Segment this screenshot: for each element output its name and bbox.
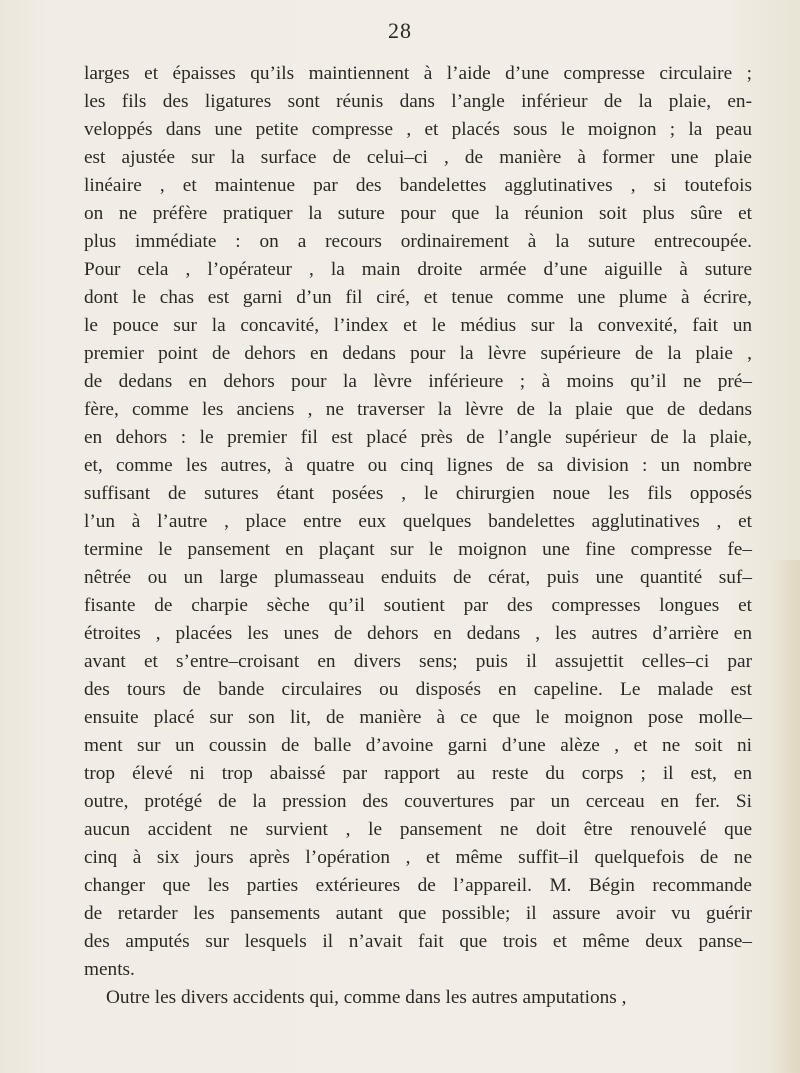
- text-line: le pouce sur la concavité, l’index et le médius sur la convexité, fait un: [84, 315, 752, 336]
- text-line: Pour cela , l’opérateur , la main droite armée d’une aiguille à suture: [84, 259, 752, 280]
- text-line: dont le chas est garni d’un fil ciré, et tenue comme une plume à écrire,: [84, 287, 752, 308]
- text-line: on ne préfère pratiquer la suture pour que la réunion soit plus sûre et: [84, 203, 752, 224]
- text-line: veloppés dans une petite compresse , et placés sous le moignon ; la peau: [84, 119, 752, 140]
- text-line: Outre les divers accidents qui, comme dans les autres amputations ,: [106, 987, 627, 1008]
- text-line: les fils des ligatures sont réunis dans l’angle inférieur de la plaie, en-: [84, 91, 752, 112]
- text-line: ments.: [84, 959, 135, 980]
- text-line: plus immédiate : on a recours ordinairement à la suture entrecoupée.: [84, 231, 752, 252]
- text-line: en dehors : le premier fil est placé près de l’angle supérieur de la plaie,: [84, 427, 752, 448]
- text-line: premier point de dehors en dedans pour la lèvre supérieure de la plaie ,: [84, 343, 752, 364]
- body-text: [84, 60, 752, 1012]
- text-line: et, comme les autres, à quatre ou cinq lignes de sa division : un nombre: [84, 455, 752, 476]
- text-line: avant et s’entre–croisant en divers sens; puis il assujettit celles–ci par: [84, 651, 752, 672]
- text-line: changer que les parties extérieures de l’appareil. M. Bégin recommande: [84, 875, 752, 896]
- text-line: termine le pansement en plaçant sur le moignon une fine compresse fe–: [84, 539, 752, 560]
- text-line: fisante de charpie sèche qu’il soutient par des compresses longues et: [84, 595, 752, 616]
- text-line: de retarder les pansements autant que possible; il assure avoir vu guérir: [84, 903, 752, 924]
- page-number: 28: [388, 18, 412, 43]
- text-line: linéaire , et maintenue par des bandelettes agglutinatives , si toutefois: [84, 175, 752, 196]
- text-line: l’un à l’autre , place entre eux quelques bandelettes agglutinatives , et: [84, 511, 752, 532]
- text-line: ment sur un coussin de balle d’avoine garni d’une alèze , et ne soit ni: [84, 735, 752, 756]
- text-line: suffisant de sutures étant posées , le chirurgien noue les fils opposés: [84, 483, 752, 504]
- text-line: larges et épaisses qu’ils maintiennent à l’aide d’une compresse circulaire ;: [84, 63, 752, 84]
- text-line: des amputés sur lesquels il n’avait fait que trois et même deux panse–: [84, 931, 752, 952]
- text-line: est ajustée sur la surface de celui–ci , de manière à former une plaie: [84, 147, 752, 168]
- paper-stain: [770, 560, 800, 1073]
- text-line: outre, protégé de la pression des couvertures par un cerceau en fer. Si: [84, 791, 752, 812]
- text-line: fère, comme les anciens , ne traverser la lèvre de la plaie que de dedans: [84, 399, 752, 420]
- text-line: de dedans en dehors pour la lèvre inférieure ; à moins qu’il ne pré–: [84, 371, 752, 392]
- text-line: cinq à six jours après l’opération , et même suffit–il quelquefois de ne: [84, 847, 752, 868]
- text-line: nêtrée ou un large plumasseau enduits de cérat, puis une quantité suf–: [84, 567, 752, 588]
- text-line: des tours de bande circulaires ou disposés en capeline. Le malade est: [84, 679, 752, 700]
- text-line: trop élevé ni trop abaissé par rapport au reste du corps ; il est, en: [84, 763, 752, 784]
- text-line: ensuite placé sur son lit, de manière à ce que le moignon pose molle–: [84, 707, 752, 728]
- text-line: aucun accident ne survient , le pansement ne doit être renouvelé que: [84, 819, 752, 840]
- text-line: étroites , placées les unes de dehors en dedans , les autres d’arrière en: [84, 623, 752, 644]
